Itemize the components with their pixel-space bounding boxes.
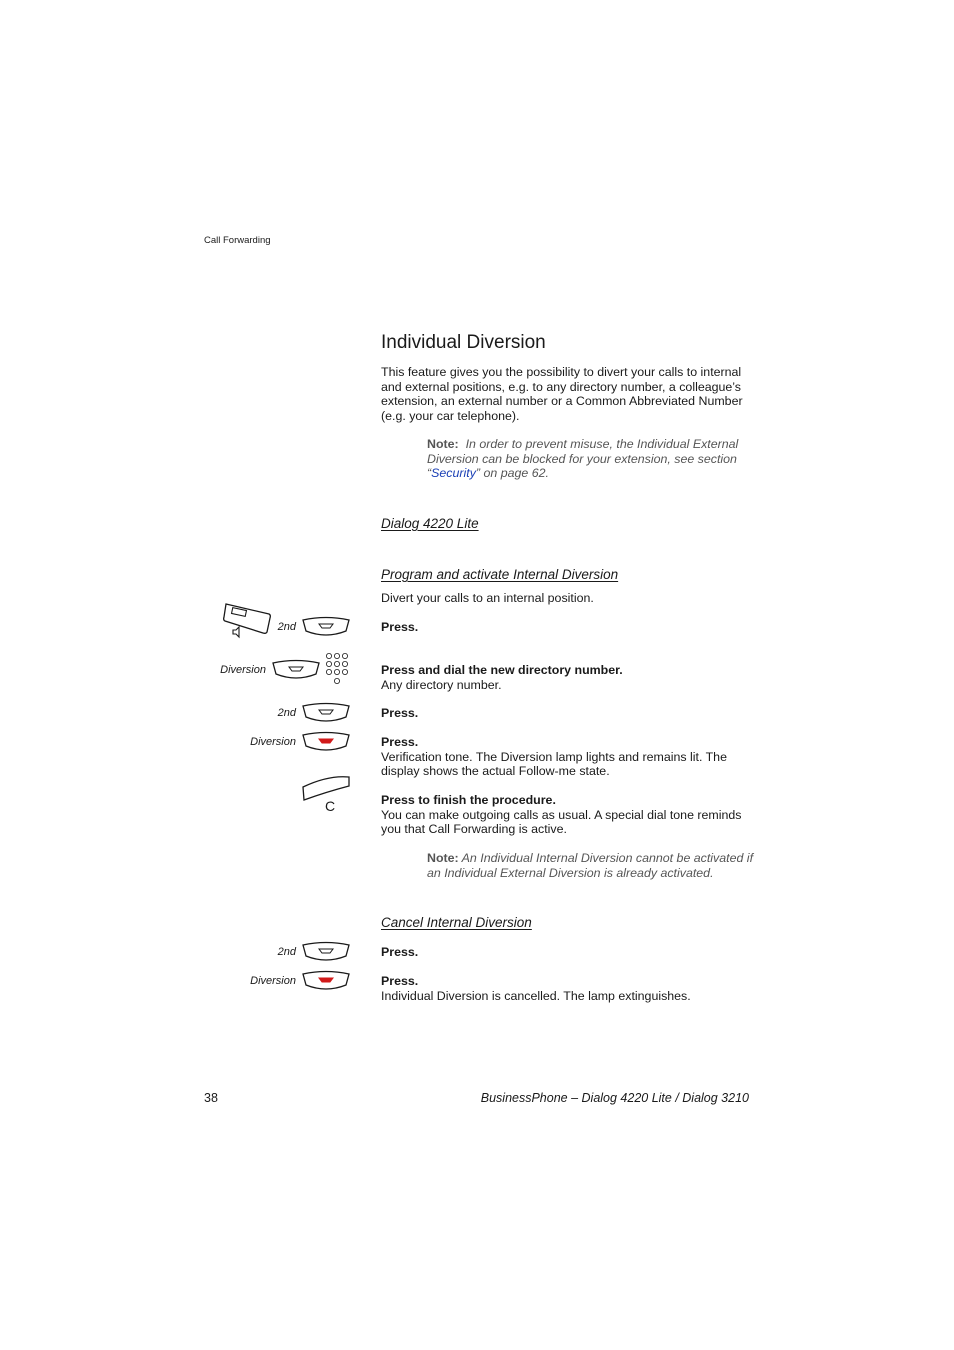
function-key-icon[interactable] bbox=[302, 942, 350, 962]
cancel-step-1-instruction: Press. bbox=[381, 945, 419, 959]
step-4 bbox=[381, 735, 753, 779]
footer-doc-title: BusinessPhone – Dialog 4220 Lite / Dialog 3210 bbox=[480, 1091, 749, 1105]
cancel-step-2 bbox=[381, 974, 753, 1003]
function-key-lit-icon[interactable] bbox=[302, 971, 350, 991]
program-intro: Divert your calls to an internal position. bbox=[381, 591, 594, 605]
key-label-2nd: 2nd bbox=[277, 621, 296, 633]
function-key-icon[interactable] bbox=[272, 660, 320, 680]
step-5-detail: You can make outgoing calls as usual. A special dial tone reminds you that Call Forwarding is active. bbox=[381, 807, 742, 837]
page-title: Individual Diversion bbox=[381, 332, 546, 353]
step-2-detail: Any directory number. bbox=[381, 677, 502, 692]
security-note bbox=[427, 437, 757, 481]
note-text-after: ” on page 62. bbox=[475, 466, 549, 481]
note-label: Note: bbox=[427, 851, 459, 865]
function-key-icon[interactable] bbox=[302, 703, 350, 723]
key-label-diversion: Diversion bbox=[250, 736, 296, 748]
section-heading-dialog: Dialog 4220 Lite bbox=[381, 516, 479, 531]
step-2-instruction: Press and dial the new directory number. bbox=[381, 663, 623, 677]
cancel-step-2-instruction: Press. bbox=[381, 974, 419, 988]
function-key-lit-icon[interactable] bbox=[302, 732, 350, 752]
note-text-before: In order to prevent misuse, the Individual External Diversion can be blocked for your extension, see section “ bbox=[427, 437, 739, 481]
step-1-instruction: Press. bbox=[381, 620, 419, 634]
step-2 bbox=[381, 663, 753, 692]
step-4-detail: Verification tone. The Diversion lamp lights and remains lit. The display shows the actual Follow-me state. bbox=[381, 749, 727, 779]
diversion-note bbox=[427, 851, 757, 880]
key-label-2nd: 2nd bbox=[277, 946, 296, 958]
step-3-instruction: Press. bbox=[381, 706, 419, 720]
cancel-heading: Cancel Internal Diversion bbox=[381, 915, 532, 930]
cancel-step-2-detail: Individual Diversion is cancelled. The lamp extinguishes. bbox=[381, 988, 691, 1003]
program-heading: Program and activate Internal Diversion bbox=[381, 567, 619, 582]
speaker-icon bbox=[231, 626, 243, 638]
keypad-icon[interactable] bbox=[325, 653, 351, 687]
key-label-2nd: 2nd bbox=[277, 707, 296, 719]
function-key-icon[interactable] bbox=[302, 617, 350, 637]
key-label-diversion: Diversion bbox=[220, 664, 266, 676]
running-header: Call Forwarding bbox=[204, 235, 271, 246]
step-5-instruction: Press to finish the procedure. bbox=[381, 793, 556, 807]
step-4-instruction: Press. bbox=[381, 735, 419, 749]
note-text: An Individual Internal Diversion cannot be activated if an Individual External Diversion is already activated. bbox=[427, 851, 754, 880]
security-link[interactable]: Security bbox=[431, 466, 476, 481]
page-number: 38 bbox=[204, 1091, 218, 1105]
note-label: Note: bbox=[427, 437, 459, 451]
key-label-diversion: Diversion bbox=[250, 975, 296, 987]
intro-paragraph: This feature gives you the possibility to divert your calls to internal and external positions, e.g. to any directory number, a colleague’s extension, an external number or a Common Abbreviated Number (e.g. your car telephone). bbox=[381, 365, 743, 423]
clear-key-label: C bbox=[325, 798, 336, 814]
step-5 bbox=[381, 793, 753, 837]
